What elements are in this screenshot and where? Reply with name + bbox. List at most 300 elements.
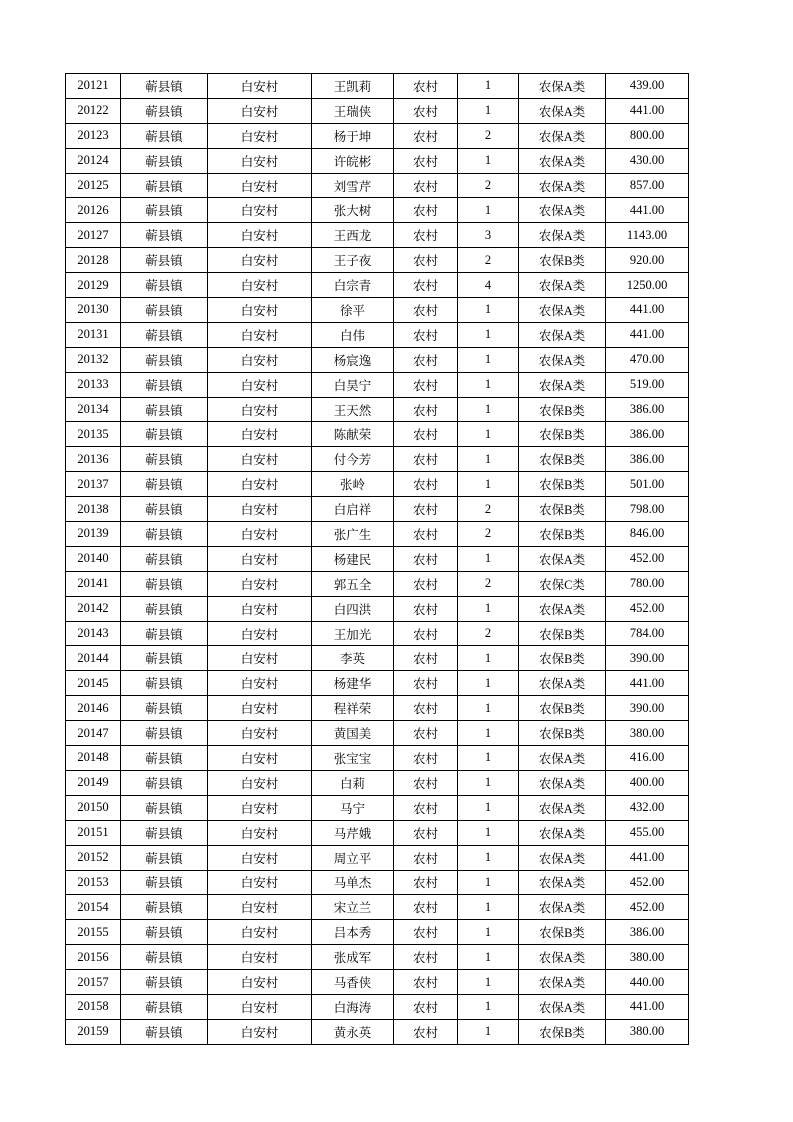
- cell-insurance-category: 农保B类: [519, 497, 606, 522]
- table-row: [66, 970, 689, 995]
- cell-amount: 380.00: [606, 1019, 689, 1044]
- cell-name: 张大树: [312, 198, 394, 223]
- cell-amount: 441.00: [606, 198, 689, 223]
- cell-name: 白莉: [312, 770, 394, 795]
- cell-person-count: 2: [458, 621, 519, 646]
- cell-residence-type: 农村: [394, 422, 458, 447]
- cell-id: 20124: [66, 148, 121, 173]
- cell-village: 白安村: [208, 198, 312, 223]
- cell-residence-type: 农村: [394, 447, 458, 472]
- table-row: [66, 123, 689, 148]
- cell-person-count: 1: [458, 970, 519, 995]
- table-row: [66, 422, 689, 447]
- cell-residence-type: 农村: [394, 746, 458, 771]
- cell-town: 蕲县镇: [121, 98, 208, 123]
- cell-person-count: 4: [458, 273, 519, 298]
- cell-insurance-category: 农保B类: [519, 920, 606, 945]
- cell-id: 20145: [66, 671, 121, 696]
- cell-insurance-category: 农保A类: [519, 970, 606, 995]
- cell-id: 20125: [66, 173, 121, 198]
- cell-name: 白昊宁: [312, 372, 394, 397]
- cell-village: 白安村: [208, 721, 312, 746]
- cell-village: 白安村: [208, 845, 312, 870]
- cell-town: 蕲县镇: [121, 74, 208, 99]
- cell-village: 白安村: [208, 546, 312, 571]
- cell-name: 王瑞侠: [312, 98, 394, 123]
- cell-village: 白安村: [208, 248, 312, 273]
- cell-amount: 1143.00: [606, 223, 689, 248]
- cell-residence-type: 农村: [394, 820, 458, 845]
- cell-amount: 784.00: [606, 621, 689, 646]
- cell-insurance-category: 农保A类: [519, 795, 606, 820]
- table-row: [66, 696, 689, 721]
- cell-amount: 439.00: [606, 74, 689, 99]
- table-row: [66, 273, 689, 298]
- cell-person-count: 1: [458, 422, 519, 447]
- cell-id: 20156: [66, 945, 121, 970]
- cell-village: 白安村: [208, 98, 312, 123]
- cell-insurance-category: 农保C类: [519, 571, 606, 596]
- cell-residence-type: 农村: [394, 895, 458, 920]
- cell-residence-type: 农村: [394, 273, 458, 298]
- cell-town: 蕲县镇: [121, 994, 208, 1019]
- cell-name: 马香侠: [312, 970, 394, 995]
- cell-town: 蕲县镇: [121, 546, 208, 571]
- cell-id: 20147: [66, 721, 121, 746]
- cell-amount: 441.00: [606, 298, 689, 323]
- cell-town: 蕲县镇: [121, 845, 208, 870]
- cell-id: 20128: [66, 248, 121, 273]
- cell-village: 白安村: [208, 273, 312, 298]
- cell-insurance-category: 农保B类: [519, 621, 606, 646]
- cell-insurance-category: 农保A类: [519, 845, 606, 870]
- cell-name: 张成军: [312, 945, 394, 970]
- cell-amount: 846.00: [606, 522, 689, 547]
- cell-insurance-category: 农保A类: [519, 322, 606, 347]
- cell-name: 杨建华: [312, 671, 394, 696]
- cell-town: 蕲县镇: [121, 596, 208, 621]
- cell-amount: 440.00: [606, 970, 689, 995]
- cell-person-count: 1: [458, 870, 519, 895]
- cell-insurance-category: 农保A类: [519, 98, 606, 123]
- cell-town: 蕲县镇: [121, 571, 208, 596]
- cell-residence-type: 农村: [394, 298, 458, 323]
- cell-name: 郭五全: [312, 571, 394, 596]
- cell-village: 白安村: [208, 422, 312, 447]
- cell-person-count: 1: [458, 372, 519, 397]
- cell-person-count: 1: [458, 347, 519, 372]
- cell-person-count: 1: [458, 98, 519, 123]
- table-row: [66, 546, 689, 571]
- cell-insurance-category: 农保A类: [519, 746, 606, 771]
- cell-person-count: 1: [458, 1019, 519, 1044]
- cell-id: 20140: [66, 546, 121, 571]
- cell-insurance-category: 农保A类: [519, 198, 606, 223]
- cell-village: 白安村: [208, 795, 312, 820]
- table-row: [66, 945, 689, 970]
- cell-name: 程祥荣: [312, 696, 394, 721]
- cell-village: 白安村: [208, 74, 312, 99]
- cell-id: 20126: [66, 198, 121, 223]
- cell-person-count: 1: [458, 920, 519, 945]
- cell-amount: 386.00: [606, 920, 689, 945]
- cell-name: 李英: [312, 646, 394, 671]
- cell-village: 白安村: [208, 770, 312, 795]
- cell-amount: 380.00: [606, 721, 689, 746]
- cell-id: 20150: [66, 795, 121, 820]
- cell-amount: 430.00: [606, 148, 689, 173]
- cell-village: 白安村: [208, 522, 312, 547]
- cell-village: 白安村: [208, 596, 312, 621]
- table-row: [66, 248, 689, 273]
- cell-residence-type: 农村: [394, 596, 458, 621]
- cell-residence-type: 农村: [394, 123, 458, 148]
- cell-village: 白安村: [208, 1019, 312, 1044]
- cell-insurance-category: 农保A类: [519, 347, 606, 372]
- cell-village: 白安村: [208, 895, 312, 920]
- cell-id: 20138: [66, 497, 121, 522]
- cell-name: 刘雪芹: [312, 173, 394, 198]
- cell-person-count: 1: [458, 795, 519, 820]
- table-row: [66, 322, 689, 347]
- cell-id: 20122: [66, 98, 121, 123]
- table-row: [66, 646, 689, 671]
- cell-town: 蕲县镇: [121, 671, 208, 696]
- cell-name: 杨宸逸: [312, 347, 394, 372]
- cell-insurance-category: 农保B类: [519, 1019, 606, 1044]
- cell-residence-type: 农村: [394, 795, 458, 820]
- cell-id: 20153: [66, 870, 121, 895]
- cell-village: 白安村: [208, 298, 312, 323]
- cell-village: 白安村: [208, 322, 312, 347]
- cell-town: 蕲县镇: [121, 322, 208, 347]
- table-row: [66, 198, 689, 223]
- cell-insurance-category: 农保B类: [519, 721, 606, 746]
- cell-village: 白安村: [208, 148, 312, 173]
- cell-insurance-category: 农保B类: [519, 447, 606, 472]
- cell-village: 白安村: [208, 671, 312, 696]
- table-row: [66, 770, 689, 795]
- cell-person-count: 2: [458, 248, 519, 273]
- table-row: [66, 621, 689, 646]
- cell-id: 20129: [66, 273, 121, 298]
- cell-person-count: 1: [458, 721, 519, 746]
- cell-town: 蕲县镇: [121, 372, 208, 397]
- cell-insurance-category: 农保B类: [519, 472, 606, 497]
- cell-name: 吕本秀: [312, 920, 394, 945]
- cell-insurance-category: 农保B类: [519, 397, 606, 422]
- cell-person-count: 1: [458, 322, 519, 347]
- cell-residence-type: 农村: [394, 696, 458, 721]
- table-row: [66, 372, 689, 397]
- cell-amount: 519.00: [606, 372, 689, 397]
- cell-amount: 441.00: [606, 322, 689, 347]
- cell-id: 20133: [66, 372, 121, 397]
- cell-amount: 386.00: [606, 422, 689, 447]
- cell-name: 徐平: [312, 298, 394, 323]
- table-row: [66, 347, 689, 372]
- cell-town: 蕲县镇: [121, 223, 208, 248]
- document-page: [65, 73, 689, 1045]
- cell-name: 王凯莉: [312, 74, 394, 99]
- table-row: [66, 596, 689, 621]
- cell-town: 蕲县镇: [121, 298, 208, 323]
- cell-name: 白海涛: [312, 994, 394, 1019]
- cell-insurance-category: 农保A类: [519, 596, 606, 621]
- table-row: [66, 746, 689, 771]
- cell-name: 许皖彬: [312, 148, 394, 173]
- cell-id: 20134: [66, 397, 121, 422]
- cell-name: 马芹娥: [312, 820, 394, 845]
- cell-residence-type: 农村: [394, 322, 458, 347]
- cell-town: 蕲县镇: [121, 522, 208, 547]
- cell-town: 蕲县镇: [121, 173, 208, 198]
- cell-town: 蕲县镇: [121, 820, 208, 845]
- cell-name: 马宁: [312, 795, 394, 820]
- table-row: [66, 920, 689, 945]
- cell-amount: 441.00: [606, 671, 689, 696]
- cell-village: 白安村: [208, 920, 312, 945]
- cell-residence-type: 农村: [394, 372, 458, 397]
- cell-village: 白安村: [208, 621, 312, 646]
- cell-insurance-category: 农保A类: [519, 671, 606, 696]
- cell-person-count: 1: [458, 845, 519, 870]
- cell-residence-type: 农村: [394, 522, 458, 547]
- cell-town: 蕲县镇: [121, 945, 208, 970]
- cell-village: 白安村: [208, 646, 312, 671]
- cell-residence-type: 农村: [394, 1019, 458, 1044]
- cell-insurance-category: 农保A类: [519, 148, 606, 173]
- cell-name: 白伟: [312, 322, 394, 347]
- table-row: [66, 298, 689, 323]
- cell-amount: 501.00: [606, 472, 689, 497]
- cell-village: 白安村: [208, 994, 312, 1019]
- cell-amount: 386.00: [606, 447, 689, 472]
- cell-amount: 432.00: [606, 795, 689, 820]
- cell-name: 白启祥: [312, 497, 394, 522]
- cell-name: 王子夜: [312, 248, 394, 273]
- cell-village: 白安村: [208, 173, 312, 198]
- cell-name: 张岭: [312, 472, 394, 497]
- cell-town: 蕲县镇: [121, 422, 208, 447]
- cell-amount: 452.00: [606, 596, 689, 621]
- cell-name: 马单杰: [312, 870, 394, 895]
- cell-person-count: 1: [458, 546, 519, 571]
- cell-town: 蕲县镇: [121, 273, 208, 298]
- cell-amount: 441.00: [606, 845, 689, 870]
- cell-id: 20121: [66, 74, 121, 99]
- cell-name: 黄永英: [312, 1019, 394, 1044]
- cell-person-count: 1: [458, 74, 519, 99]
- cell-amount: 441.00: [606, 98, 689, 123]
- cell-town: 蕲县镇: [121, 347, 208, 372]
- cell-person-count: 1: [458, 895, 519, 920]
- cell-insurance-category: 农保A类: [519, 173, 606, 198]
- cell-town: 蕲县镇: [121, 696, 208, 721]
- cell-id: 20157: [66, 970, 121, 995]
- cell-insurance-category: 农保A类: [519, 223, 606, 248]
- cell-town: 蕲县镇: [121, 746, 208, 771]
- cell-village: 白安村: [208, 123, 312, 148]
- cell-residence-type: 农村: [394, 970, 458, 995]
- cell-town: 蕲县镇: [121, 1019, 208, 1044]
- cell-village: 白安村: [208, 447, 312, 472]
- cell-town: 蕲县镇: [121, 148, 208, 173]
- cell-village: 白安村: [208, 472, 312, 497]
- cell-town: 蕲县镇: [121, 248, 208, 273]
- cell-id: 20151: [66, 820, 121, 845]
- table-row: [66, 472, 689, 497]
- cell-name: 宋立兰: [312, 895, 394, 920]
- cell-town: 蕲县镇: [121, 970, 208, 995]
- table-row: [66, 397, 689, 422]
- table-row: [66, 671, 689, 696]
- cell-id: 20148: [66, 746, 121, 771]
- cell-residence-type: 农村: [394, 571, 458, 596]
- cell-person-count: 1: [458, 671, 519, 696]
- cell-residence-type: 农村: [394, 198, 458, 223]
- cell-id: 20144: [66, 646, 121, 671]
- cell-amount: 386.00: [606, 397, 689, 422]
- cell-amount: 857.00: [606, 173, 689, 198]
- cell-name: 杨于坤: [312, 123, 394, 148]
- cell-id: 20136: [66, 447, 121, 472]
- cell-id: 20142: [66, 596, 121, 621]
- cell-id: 20139: [66, 522, 121, 547]
- cell-person-count: 1: [458, 820, 519, 845]
- cell-name: 王西龙: [312, 223, 394, 248]
- cell-residence-type: 农村: [394, 646, 458, 671]
- cell-town: 蕲县镇: [121, 646, 208, 671]
- cell-residence-type: 农村: [394, 721, 458, 746]
- table-row: [66, 820, 689, 845]
- cell-insurance-category: 农保B类: [519, 696, 606, 721]
- table-row: [66, 447, 689, 472]
- cell-amount: 400.00: [606, 770, 689, 795]
- cell-person-count: 1: [458, 397, 519, 422]
- cell-amount: 390.00: [606, 646, 689, 671]
- cell-town: 蕲县镇: [121, 447, 208, 472]
- cell-name: 张广生: [312, 522, 394, 547]
- cell-id: 20158: [66, 994, 121, 1019]
- table-row: [66, 994, 689, 1019]
- cell-town: 蕲县镇: [121, 621, 208, 646]
- cell-insurance-category: 农保A类: [519, 298, 606, 323]
- table-row: [66, 148, 689, 173]
- cell-insurance-category: 农保A类: [519, 546, 606, 571]
- cell-amount: 455.00: [606, 820, 689, 845]
- cell-village: 白安村: [208, 945, 312, 970]
- cell-name: 张宝宝: [312, 746, 394, 771]
- cell-village: 白安村: [208, 970, 312, 995]
- table-row: [66, 895, 689, 920]
- table-row: [66, 795, 689, 820]
- table-row: [66, 522, 689, 547]
- cell-person-count: 2: [458, 173, 519, 198]
- cell-insurance-category: 农保B类: [519, 522, 606, 547]
- cell-insurance-category: 农保A类: [519, 74, 606, 99]
- table-row: [66, 571, 689, 596]
- cell-village: 白安村: [208, 497, 312, 522]
- cell-village: 白安村: [208, 372, 312, 397]
- cell-name: 白四洪: [312, 596, 394, 621]
- cell-id: 20127: [66, 223, 121, 248]
- cell-amount: 452.00: [606, 870, 689, 895]
- cell-town: 蕲县镇: [121, 397, 208, 422]
- cell-residence-type: 农村: [394, 994, 458, 1019]
- cell-insurance-category: 农保A类: [519, 820, 606, 845]
- table-row: [66, 870, 689, 895]
- cell-insurance-category: 农保A类: [519, 994, 606, 1019]
- table-row: [66, 98, 689, 123]
- table-row: [66, 173, 689, 198]
- cell-amount: 798.00: [606, 497, 689, 522]
- cell-insurance-category: 农保A类: [519, 372, 606, 397]
- table-row: [66, 1019, 689, 1044]
- cell-village: 白安村: [208, 746, 312, 771]
- cell-id: 20155: [66, 920, 121, 945]
- table-row: [66, 721, 689, 746]
- cell-residence-type: 农村: [394, 74, 458, 99]
- cell-insurance-category: 农保A类: [519, 770, 606, 795]
- cell-town: 蕲县镇: [121, 123, 208, 148]
- cell-person-count: 1: [458, 746, 519, 771]
- cell-id: 20137: [66, 472, 121, 497]
- cell-village: 白安村: [208, 223, 312, 248]
- cell-amount: 452.00: [606, 895, 689, 920]
- cell-person-count: 1: [458, 472, 519, 497]
- cell-town: 蕲县镇: [121, 497, 208, 522]
- cell-residence-type: 农村: [394, 621, 458, 646]
- table-row: [66, 223, 689, 248]
- cell-town: 蕲县镇: [121, 920, 208, 945]
- cell-residence-type: 农村: [394, 148, 458, 173]
- cell-id: 20152: [66, 845, 121, 870]
- cell-residence-type: 农村: [394, 397, 458, 422]
- cell-amount: 390.00: [606, 696, 689, 721]
- cell-village: 白安村: [208, 571, 312, 596]
- cell-name: 白宗青: [312, 273, 394, 298]
- cell-town: 蕲县镇: [121, 770, 208, 795]
- cell-id: 20159: [66, 1019, 121, 1044]
- cell-person-count: 2: [458, 571, 519, 596]
- cell-residence-type: 农村: [394, 770, 458, 795]
- cell-name: 黄国美: [312, 721, 394, 746]
- cell-residence-type: 农村: [394, 870, 458, 895]
- cell-amount: 920.00: [606, 248, 689, 273]
- cell-insurance-category: 农保B类: [519, 248, 606, 273]
- table-row: [66, 497, 689, 522]
- cell-id: 20146: [66, 696, 121, 721]
- cell-person-count: 2: [458, 522, 519, 547]
- cell-insurance-category: 农保B类: [519, 422, 606, 447]
- cell-town: 蕲县镇: [121, 795, 208, 820]
- cell-id: 20132: [66, 347, 121, 372]
- cell-village: 白安村: [208, 870, 312, 895]
- cell-amount: 470.00: [606, 347, 689, 372]
- cell-id: 20135: [66, 422, 121, 447]
- cell-amount: 452.00: [606, 546, 689, 571]
- cell-residence-type: 农村: [394, 920, 458, 945]
- cell-person-count: 1: [458, 696, 519, 721]
- cell-person-count: 3: [458, 223, 519, 248]
- cell-residence-type: 农村: [394, 546, 458, 571]
- table-row: [66, 845, 689, 870]
- cell-name: 陈献荣: [312, 422, 394, 447]
- cell-person-count: 2: [458, 497, 519, 522]
- cell-residence-type: 农村: [394, 671, 458, 696]
- cell-person-count: 1: [458, 198, 519, 223]
